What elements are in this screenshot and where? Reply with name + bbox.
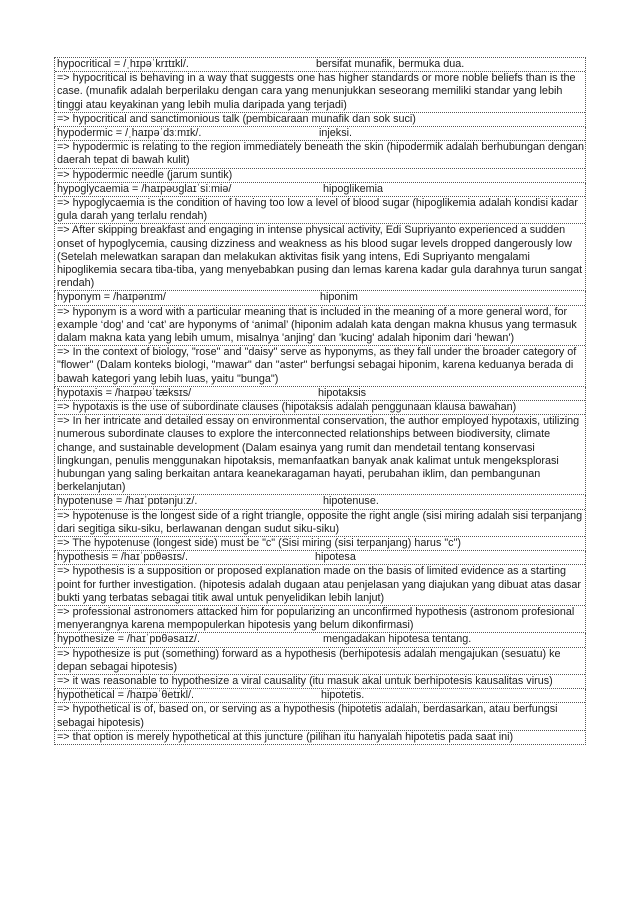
headword: hypoglycaemia = /haɪpəʊglaɪˈsiːmiə/ — [57, 182, 232, 195]
entry-header — [55, 495, 585, 509]
definition: => hypocritical is behaving in a way that suggests one has higher standards or more noble beliefs than is the case. (munafik adalah berperilaku dengan cara yang menunjukkan seseorang memiliki standar yang lebih tinggi atau keyakinan yang lebih mulia daripada yang terjadi) — [55, 72, 585, 113]
definition: => hyponym is a word with a particular meaning that is included in the meaning of a more general word, for example ‘dog’ and ‘cat’ are hyponyms of ‘animal’ (hiponim adalah kata dengan makna khusus yang termasuk dalam makna kata yang lebih umum, misalnya 'anjing' dan 'kucing' adalah hiponim dari 'hewan') — [55, 306, 585, 347]
dictionary-entry — [54, 183, 586, 292]
dictionary-entry — [54, 495, 586, 551]
entry-header — [55, 633, 585, 647]
headword: hypocritical = /ˌhɪpəˈkrɪtɪkl/. — [57, 58, 189, 70]
dictionary-entry — [54, 633, 586, 689]
dictionary-entry — [54, 387, 586, 496]
headword: hypothesis = /haɪˈpɒθəsɪs/. — [57, 551, 189, 564]
headword: hyponym = /haɪpənɪm/ — [57, 291, 166, 304]
example-sentence: => professional astronomers attacked him for popularizing an unconfirmed hypothesis (astronom profesional menyerangnya karena mempopulerkan hipotesis yang belum dikonfirmasi) — [57, 606, 575, 632]
dictionary-sheet — [54, 57, 586, 745]
dictionary-entry — [54, 551, 586, 633]
entry-header — [55, 127, 585, 141]
example-sentence: => that option is merely hypothetical at this juncture (pilihan itu hanyalah hipotetis pada saat ini) — [57, 730, 514, 743]
definition: => hypotaxis is the use of subordinate clauses (hipotaksis adalah penggunaan klausa bawahan) — [55, 401, 585, 415]
entry-header — [55, 387, 585, 401]
headword: hypotenuse = /haɪˈpɒtənjuːz/. — [57, 495, 198, 508]
entry-header — [55, 291, 585, 305]
definition: => hypotenuse is the longest side of a right triangle, opposite the right angle (sisi miring adalah sisi terpanjang dari segitiga siku-siku, berlawanan dengan sudut siku-siku) — [55, 510, 585, 537]
example-sentence: => it was reasonable to hypothesize a viral causality (itu masuk akal untuk berhipotesis kausalitas virus) — [57, 675, 553, 688]
definition: => hypoglycaemia is the condition of having too low a level of blood sugar (hipoglikemia adalah kondisi kadar gula darah yang terlalu rendah) — [55, 197, 585, 224]
dictionary-entry — [54, 291, 586, 386]
translation: hipotesa — [315, 551, 356, 564]
translation: hipoglikemia — [323, 182, 384, 195]
definition: => hypodermic is relating to the region immediately beneath the skin (hipodermik adalah berhubungan dengan daerah tepat di bawah kulit) — [55, 141, 585, 168]
definition: => hypothetical is of, based on, or serving as a hypothesis (hipotetis adalah, berdasarkan, atau berfungsi sebagai hipotesis) — [55, 703, 585, 730]
example-sentence: => In the context of biology, "rose" and "daisy" serve as hyponyms, as they fall under the broader category of "flower" (Dalam konteks biologi, "mawar" dan "aster" berfungsi sebagai hiponim, karena keduanya berada di bawah kategori yang lebih luas, yaitu "bunga") — [57, 346, 577, 385]
translation: hipotaksis — [318, 386, 367, 399]
translation: bersifat munafik, bermuka dua. — [316, 58, 465, 70]
translation: mengadakan hipotesa tentang. — [323, 633, 472, 646]
entry-header — [55, 689, 585, 703]
translation: hiponim — [320, 291, 358, 304]
dictionary-entry — [54, 689, 586, 745]
example-sentence: => The hypotenuse (longest side) must be "c" (Sisi miring (sisi terpanjang) harus "c") — [57, 537, 461, 550]
headword: hypotaxis = /haɪpəʊˈtæksɪs/ — [57, 386, 192, 399]
entry-header — [55, 183, 585, 197]
definition: => hypothesis is a supposition or proposed explanation made on the basis of limited evidence as a starting point for further investigation. (hipotesis adalah dugaan atau penjelasan yang diajukan yang dibuat atas dasar bukti yang terbatas sebagai titik awal untuk penyelidikan lebih lanjut) — [55, 565, 585, 606]
translation: hipotetis. — [321, 689, 365, 702]
dictionary-entry — [54, 127, 586, 183]
dictionary-entry — [54, 58, 586, 127]
example-sentence: => In her intricate and detailed essay on environmental conservation, the author employed hypotaxis, utilizing numerous subordinate clauses to explore the interconnected relationships between biodiversity, climate change, and sustainable development (Dalam esainya yang rumit dan mendetail tentang konservasi lingkungan, penulis menggunakan hipotaksis, memanfaatkan banyak anak kalimat untuk mengeksplorasi hubungan yang saling berkaitan antara keanekaragaman hayati, perubahan iklim, dan pembangunan berkelanjutan) — [57, 415, 580, 494]
translation: hipotenuse. — [323, 495, 379, 508]
example-sentence: => After skipping breakfast and engaging in intense physical activity, Edi Supriyanto experienced a sudden onset of hypoglycemia, causing dizziness and weakness as his blood sugar levels dropped dangerously low (Setelah melewatkan sarapan dan melakukan aktivitas fisik yang intens, Edi Supriyanto mengalami hipoglikemia secara tiba-tiba, yang menyebabkan pusing dan lemas karena kadar gula darahnya turun sangat rendah) — [57, 224, 583, 290]
example-sentence: => hypocritical and sanctimonious talk (pembicaraan munafik dan sok suci) — [57, 112, 416, 125]
definition: => hypothesize is put (something) forward as a hypothesis (berhipotesis adalah mengajukan (sesuatu) ke depan sebagai hipotesis) — [55, 648, 585, 675]
example-sentence: => hypodermic needle (jarum suntik) — [57, 168, 233, 181]
headword: hypothetical = /haɪpəˈθetɪkl/. — [57, 689, 195, 702]
entry-header — [55, 58, 585, 72]
headword: hypothesize = /haɪˈpɒθəsaɪz/. — [57, 633, 201, 646]
headword: hypodermic = /ˌhaɪpəˈdɜːmɪk/. — [57, 127, 202, 139]
entry-header — [55, 551, 585, 565]
translation: injeksi. — [319, 127, 353, 139]
